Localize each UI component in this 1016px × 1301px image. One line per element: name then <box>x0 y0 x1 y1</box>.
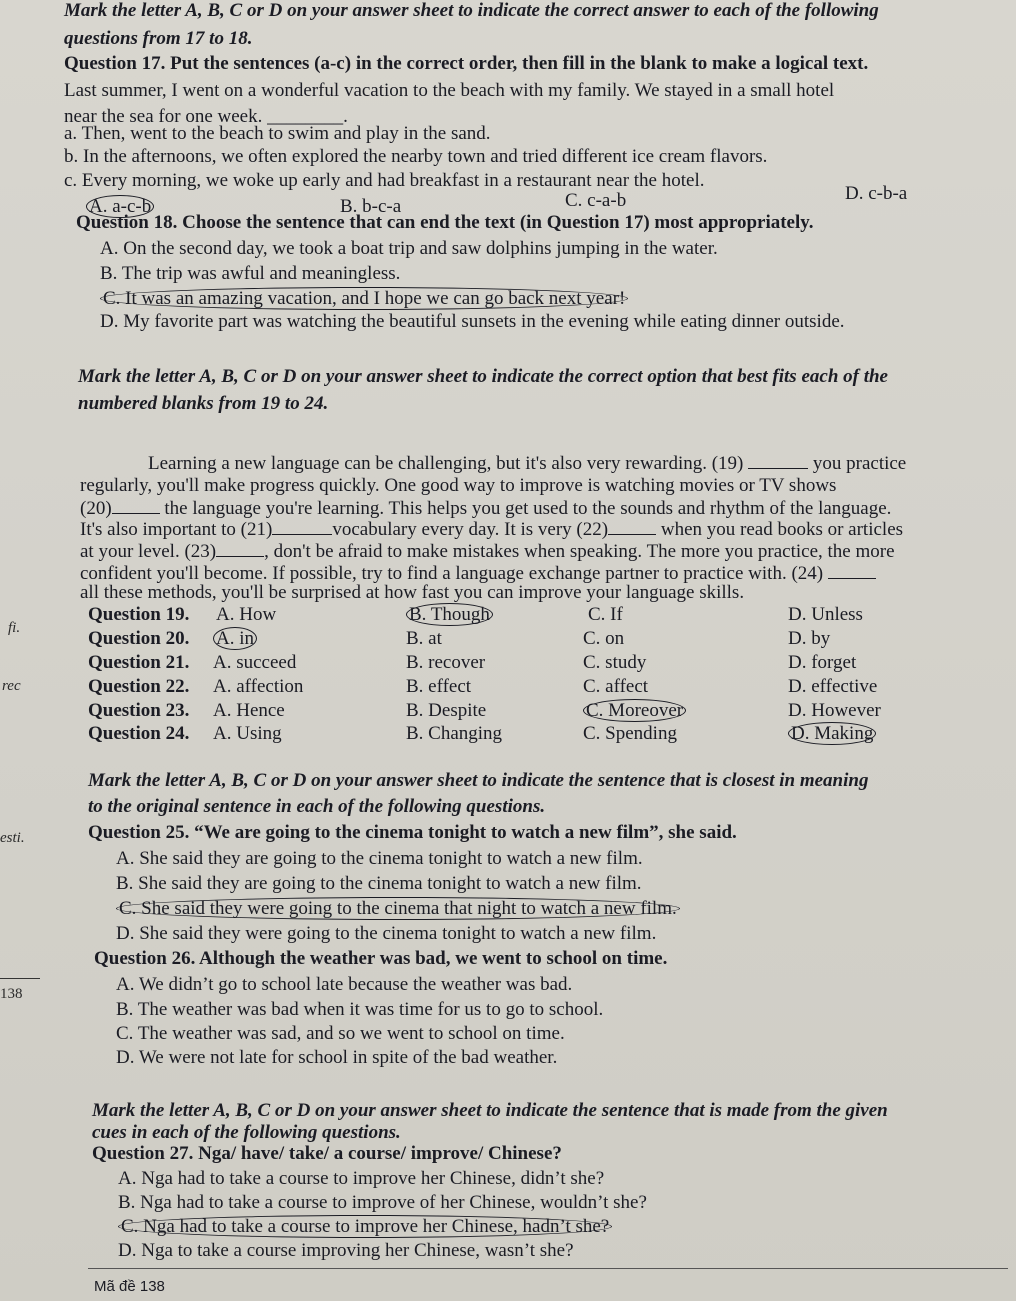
q17-option-c: C. c-a-b <box>565 190 627 211</box>
q27-title: Question 27. Nga/ have/ take/ a course/ improve/ Chinese? <box>92 1143 562 1164</box>
q26-option-a: A. We didn’t go to school late because the weather was bad. <box>116 974 573 995</box>
q20-option-d: D. by <box>788 628 831 649</box>
instruction-27-line1: Mark the letter A, B, C or D on your answer sheet to indicate the sentence that is made from the given <box>92 1100 888 1121</box>
q26-option-c: C. The weather was sad, and so we went to school on time. <box>116 1023 565 1044</box>
q22-option-b: B. effect <box>406 676 472 697</box>
q18-option-a: A. On the second day, we took a boat trip and saw dolphins jumping in the water. <box>100 238 718 259</box>
q24-option-c: C. Spending <box>583 723 677 744</box>
q17-title: Question 17. Put the sentences (a-c) in the correct order, then fill in the blank to make a logical text. <box>64 53 869 74</box>
q27-option-a: A. Nga had to take a course to improve her Chinese, didn’t she? <box>118 1168 605 1189</box>
q23-option-d: D. However <box>788 700 881 721</box>
q17-option-a: A. a-c-b <box>86 196 154 218</box>
q21-option-d: D. forget <box>788 652 857 673</box>
passage-line6: confident you'll become. If possible, try to find a language exchange partner to practice with. (24) <box>80 562 876 585</box>
q24-option-d: D. Making <box>788 723 876 745</box>
q19-option-c: C. If <box>588 604 623 625</box>
q25-title: Question 25. “We are going to the cinema tonight to watch a new film”, she said. <box>88 822 737 843</box>
q17-option-b: B. b-c-a <box>340 196 402 217</box>
q25-option-a: A. She said they are going to the cinema tonight to watch a new film. <box>116 848 643 869</box>
instruction-17-18-line2: questions from 17 to 18. <box>64 28 253 49</box>
q18-title: Question 18. Choose the sentence that can end the text (in Question 17) most appropriately. <box>76 212 814 233</box>
q20-option-c: C. on <box>583 628 625 649</box>
q17-sentence-b: b. In the afternoons, we often explored the nearby town and tried different ice cream flavors. <box>64 146 768 167</box>
q19-label: Question 19. <box>88 604 190 625</box>
passage-line1: Learning a new language can be challenging, but it's also very rewarding. (19) you practice <box>148 453 907 474</box>
q17-sentence-a: a. Then, went to the beach to swim and play in the sand. <box>64 123 491 144</box>
q19-option-d: D. Unless <box>788 604 863 625</box>
q22-label: Question 22. <box>88 676 190 697</box>
q22-option-a: A. affection <box>213 676 304 697</box>
q25-option-c: C. She said they were going to the cinema that night to watch a new film. <box>116 898 680 920</box>
q20-label: Question 20. <box>88 628 190 649</box>
q21-option-a: A. succeed <box>213 652 297 673</box>
q20-option-a: A. in <box>213 628 257 650</box>
instruction-25-26-line2: to the original sentence in each of the following questions. <box>88 796 546 817</box>
q26-title: Question 26. Although the weather was bad, we went to school on time. <box>94 948 668 969</box>
q18-option-b: B. The trip was awful and meaningless. <box>100 263 401 284</box>
instruction-25-26-line1: Mark the letter A, B, C or D on your answer sheet to indicate the sentence that is closest in meaning <box>88 770 869 791</box>
q27-option-b: B. Nga had to take a course to improve of her Chinese, wouldn’t she? <box>118 1192 647 1213</box>
instruction-27-line2: cues in each of the following questions. <box>92 1122 401 1143</box>
q17-option-d: D. c-b-a <box>845 183 908 204</box>
passage-line4: It's also important to (21) vocabulary every day. It is very (22) when you read books or articles <box>80 519 904 540</box>
q24-option-b: B. Changing <box>406 723 503 744</box>
q23-label: Question 23. <box>88 700 190 721</box>
q17-sentence-c: c. Every morning, we woke up early and had breakfast in a restaurant near the hotel. <box>64 170 705 191</box>
q23-option-a: A. Hence <box>213 700 285 721</box>
q18-option-c: C. It was an amazing vacation, and I hope we can go back next year! <box>100 288 628 310</box>
q19-option-a: A. How <box>216 604 277 625</box>
q22-option-d: D. effective <box>788 676 878 697</box>
exam-code-footer: Mã đề 138 <box>94 1278 165 1295</box>
q26-option-d: D. We were not late for school in spite of the bad weather. <box>116 1047 558 1068</box>
q23-option-b: B. Despite <box>406 700 487 721</box>
margin-page-number: 138 <box>0 986 23 1002</box>
q21-option-b: B. recover <box>406 652 486 673</box>
q17-text-line1: Last summer, I went on a wonderful vacation to the beach with my family. We stayed in a small hotel <box>64 80 835 101</box>
q24-label: Question 24. <box>88 723 190 744</box>
q23-option-c: C. Moreover <box>583 700 686 722</box>
q25-option-d: D. She said they were going to the cinema tonight to watch a new film. <box>116 923 657 944</box>
margin-note-rec: rec <box>2 678 21 694</box>
q27-option-d: D. Nga to take a course improving her Chinese, wasn’t she? <box>118 1240 574 1261</box>
instruction-17-18-line1: Mark the letter A, B, C or D on your answer sheet to indicate the correct answer to each of the following <box>64 0 879 21</box>
q21-option-c: C. study <box>583 652 647 673</box>
q19-option-b: B. Though <box>406 604 493 626</box>
q24-option-a: A. Using <box>213 723 282 744</box>
q27-option-c: C. Nga had to take a course to improve her Chinese, hadn’t she? <box>118 1216 612 1238</box>
margin-note-fi: fi. <box>8 620 21 636</box>
margin-rule <box>0 978 40 979</box>
passage-line7: all these methods, you'll be surprised at how fast you can improve your language skills. <box>80 582 745 603</box>
instruction-19-24-line1: Mark the letter A, B, C or D on your answer sheet to indicate the correct option that best fits each of the <box>78 366 888 387</box>
instruction-19-24-line2: numbered blanks from 19 to 24. <box>78 393 329 414</box>
margin-note-esti: esti. <box>0 830 25 846</box>
passage-line2: regularly, you'll make progress quickly. One good way to improve is watching movies or TV shows <box>80 475 837 496</box>
q22-option-c: C. affect <box>583 676 649 697</box>
q26-option-b: B. The weather was bad when it was time for us to go to school. <box>116 999 604 1020</box>
passage-line5: at your level. (23) , don't be afraid to make mistakes when speaking. The more you practice, the more <box>80 541 895 562</box>
q17-text-line2: near the sea for one week. ________. <box>64 106 348 127</box>
q20-option-b: B. at <box>406 628 442 649</box>
q25-option-b: B. She said they are going to the cinema tonight to watch a new film. <box>116 873 642 894</box>
footer-rule <box>88 1268 1008 1269</box>
q18-option-d: D. My favorite part was watching the beautiful sunsets in the evening while eating dinner outside. <box>100 311 845 332</box>
passage-line3: (20) the language you're learning. This helps you get used to the sounds and rhythm of the language. <box>80 498 892 519</box>
q21-label: Question 21. <box>88 652 190 673</box>
